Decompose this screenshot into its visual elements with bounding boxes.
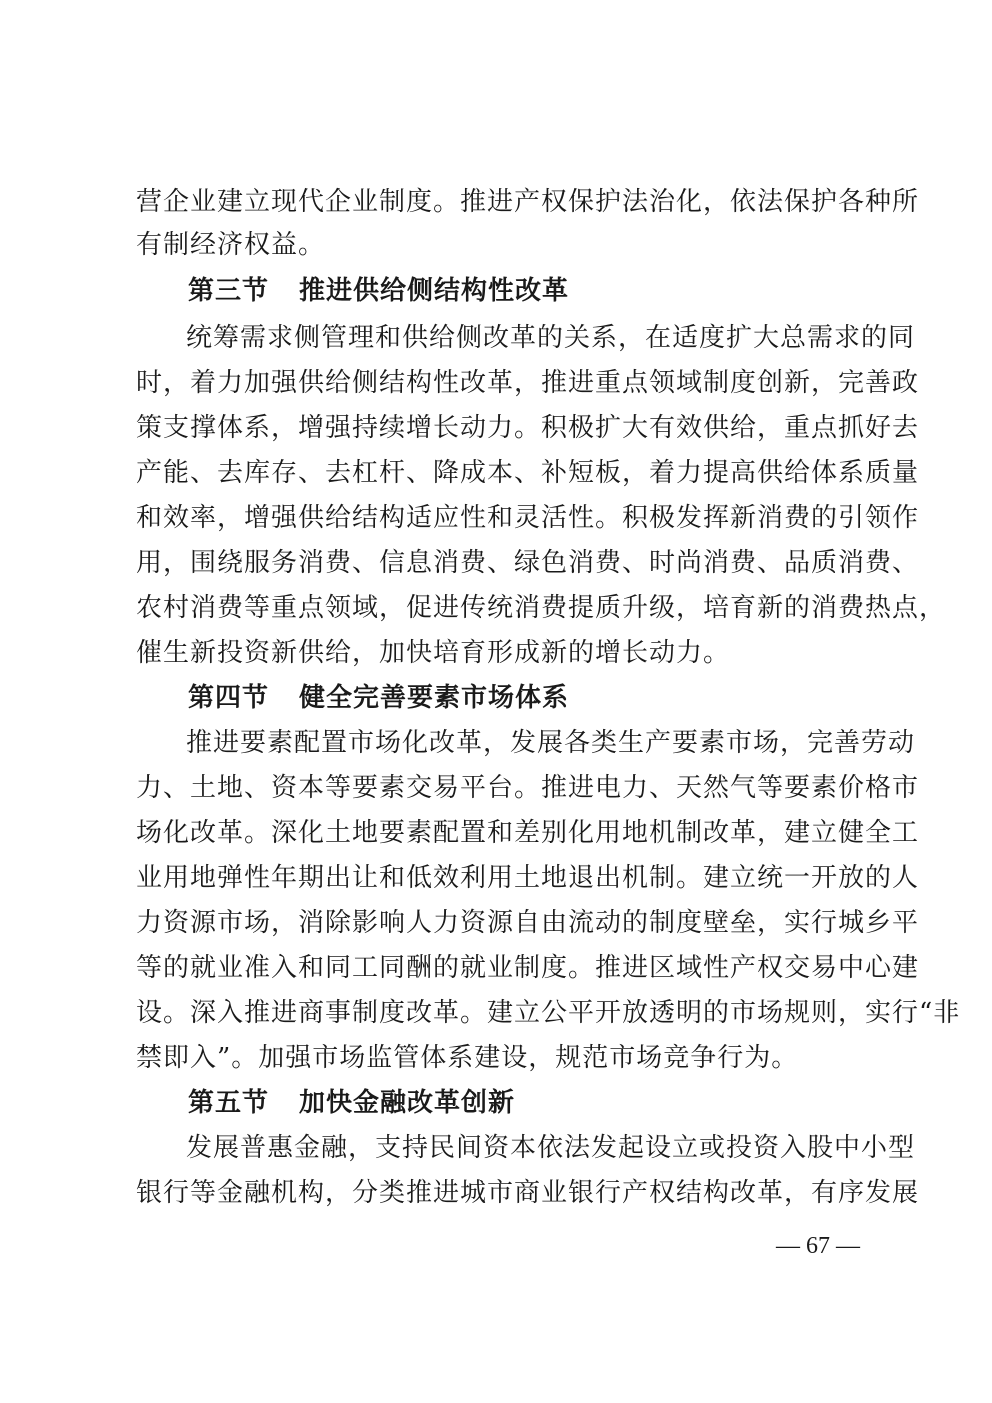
paragraph-line: 农村消费等重点领域，促进传统消费提质升级，培育新的消费热点，: [136, 593, 947, 623]
paragraph-line: 和效率，增强供给结构适应性和灵活性。积极发挥新消费的引领作: [136, 503, 920, 533]
section-heading-3: [188, 271, 569, 311]
paragraph-line: 用，围绕服务消费、信息消费、绿色消费、时尚消费、品质消费、: [136, 548, 920, 578]
paragraph-line: 策支撑体系，增强持续增长动力。积极扩大有效供给，重点抓好去: [136, 413, 920, 443]
paragraph-line: 推进要素配置市场化改革，发展各类生产要素市场，完善劳动: [186, 728, 916, 758]
paragraph-line: 等的就业准入和同工同酬的就业制度。推进区域性产权交易中心建: [136, 953, 920, 983]
section-title: 推进供给侧结构性改革: [299, 276, 570, 306]
section-title: 加快金融改革创新: [299, 1088, 516, 1118]
paragraph-line: 业用地弹性年期出让和低效利用土地退出机制。建立统一开放的人: [136, 863, 920, 893]
paragraph-line: 统筹需求侧管理和供给侧改革的关系，在适度扩大总需求的同: [186, 323, 916, 353]
paragraph-line: 催生新投资新供给，加快培育形成新的增长动力。: [136, 638, 731, 668]
paragraph-line: 禁即入”。加强市场监管体系建设，规范市场竞争行为。: [136, 1043, 799, 1073]
page-number: — 67 —: [776, 1233, 860, 1259]
paragraph-line: 产能、去库存、去杠杆、降成本、补短板，着力提高供给体系质量: [136, 458, 920, 488]
paragraph-line: 银行等金融机构，分类推进城市商业银行产权结构改革，有序发展: [136, 1178, 920, 1208]
section-title: 健全完善要素市场体系: [299, 683, 570, 713]
paragraph-line: 有制经济权益。: [136, 230, 326, 260]
section-label: 第四节: [188, 683, 270, 713]
paragraph-line: 发展普惠金融，支持民间资本依法发起设立或投资入股中小型: [186, 1133, 916, 1163]
section-label: 第三节: [188, 276, 270, 306]
paragraph-line: 力资源市场，消除影响人力资源自由流动的制度壁垒，实行城乡平: [136, 908, 920, 938]
section-heading-4: [188, 678, 569, 718]
paragraph-line: 时，着力加强供给侧结构性改革，推进重点领域制度创新，完善政: [136, 368, 920, 398]
section-heading-5: [188, 1083, 515, 1123]
section-label: 第五节: [188, 1088, 270, 1118]
paragraph-line: 力、土地、资本等要素交易平台。推进电力、天然气等要素价格市: [136, 773, 920, 803]
paragraph-line: 场化改革。深化土地要素配置和差别化用地机制改革，建立健全工: [136, 818, 920, 848]
paragraph-line: 营企业建立现代企业制度。推进产权保护法治化，依法保护各种所: [136, 187, 920, 217]
paragraph-line: 设。深入推进商事制度改革。建立公平开放透明的市场规则，实行“非: [136, 998, 961, 1028]
